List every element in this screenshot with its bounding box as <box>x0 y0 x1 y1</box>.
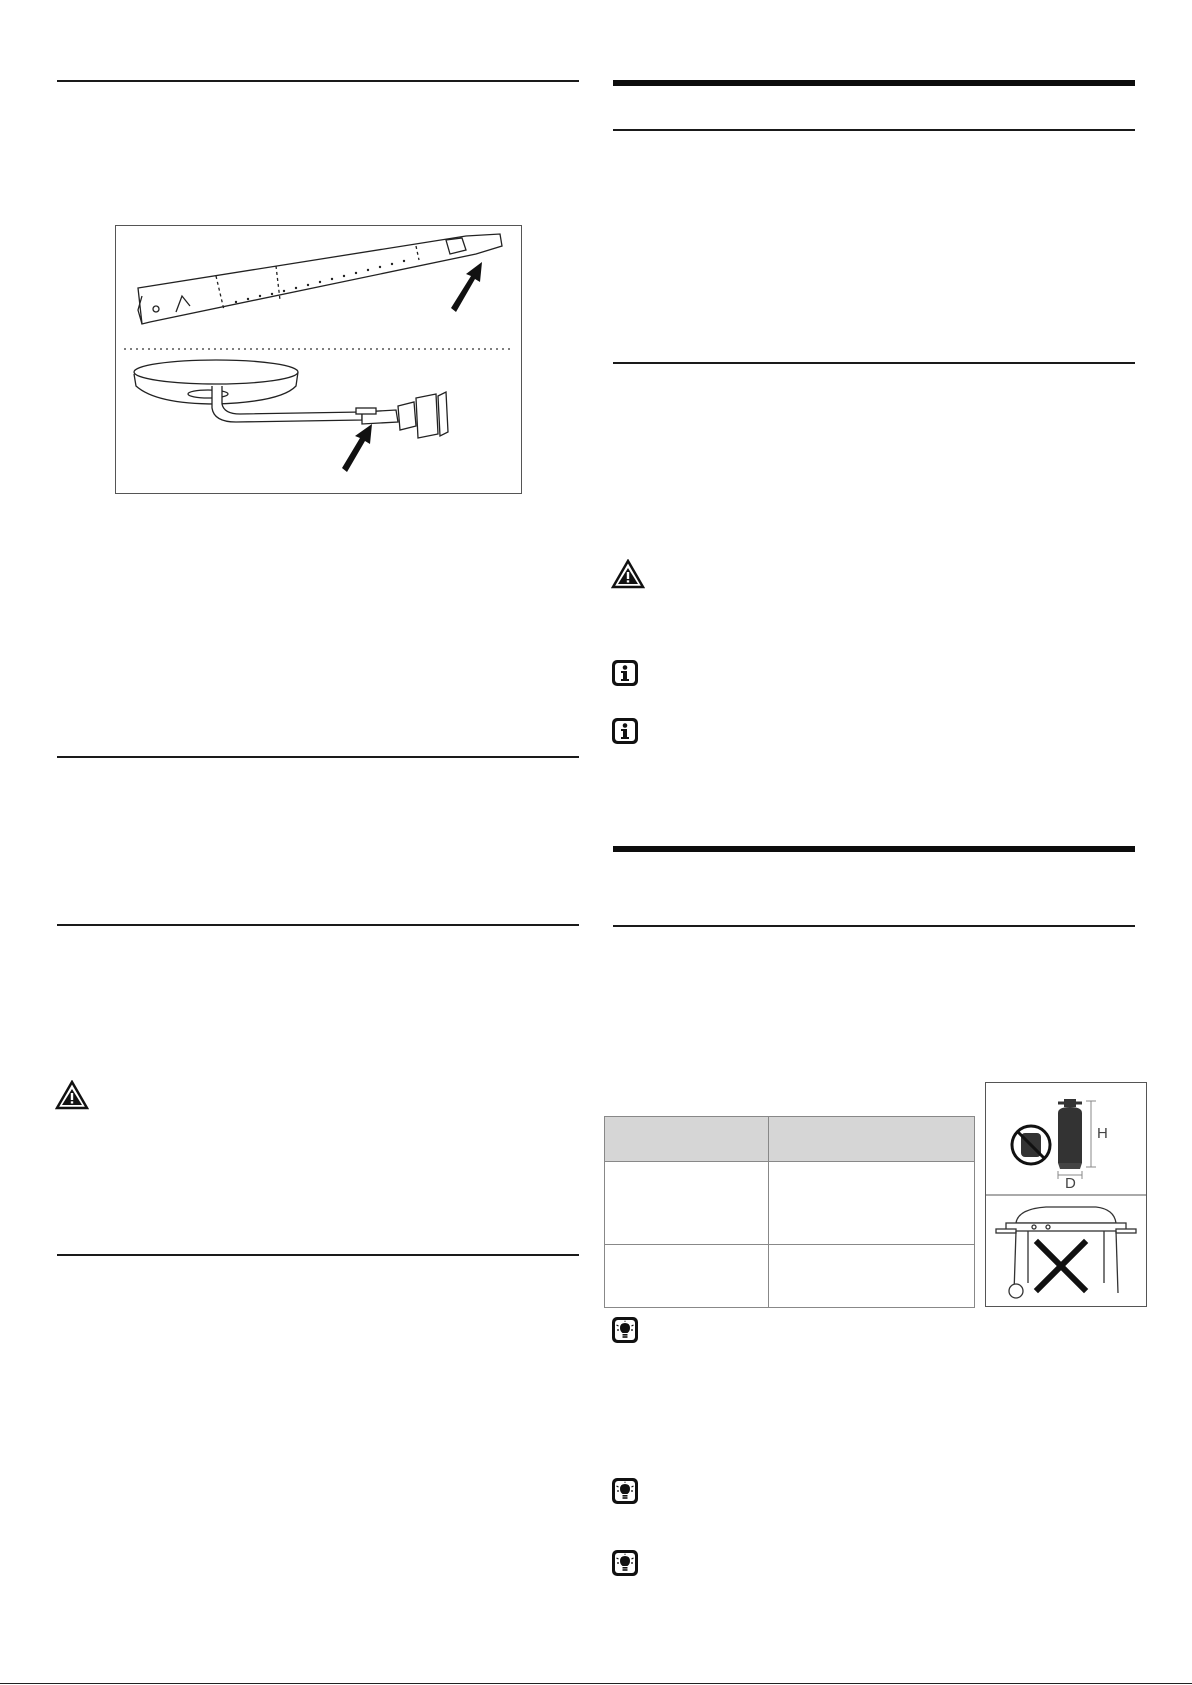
burner-figure <box>115 225 522 494</box>
chapter-rule-right-1 <box>613 80 1135 86</box>
tip-icon <box>611 1549 639 1577</box>
table-cell <box>605 1245 769 1308</box>
burner-illustration <box>116 226 521 493</box>
dimension-diameter-label: D <box>1065 1175 1076 1192</box>
gas-bottle-illustration <box>986 1083 1146 1306</box>
prohibited-bottle-sign <box>1012 1126 1050 1164</box>
info-icon <box>611 659 639 687</box>
table-cell <box>769 1245 975 1308</box>
arrow-lower <box>342 424 372 472</box>
table-header-cell <box>605 1117 769 1162</box>
section-rule-left-3 <box>57 924 579 926</box>
page-footer-line <box>0 1683 1192 1684</box>
gas-bottle <box>1058 1099 1082 1169</box>
info-icon <box>611 717 639 745</box>
arrow-upper <box>451 262 482 312</box>
chapter-rule-right-2 <box>613 846 1135 852</box>
gas-bottle-figure <box>985 1082 1147 1307</box>
section-rule-left-4 <box>57 1254 579 1256</box>
round-burner <box>134 360 448 438</box>
table-cell <box>605 1162 769 1245</box>
tube-burner <box>138 234 502 324</box>
table-cell <box>769 1162 975 1245</box>
table-row <box>605 1162 975 1245</box>
grill-cart <box>996 1207 1136 1298</box>
table-header-row <box>605 1117 975 1162</box>
tip-icon <box>611 1316 639 1344</box>
warning-icon <box>55 1080 89 1110</box>
section-rule-right-1 <box>613 129 1135 131</box>
section-rule-right-2 <box>613 362 1135 364</box>
dimension-height-label: H <box>1097 1125 1108 1142</box>
table-row <box>605 1245 975 1308</box>
prohibited-x-mark <box>1038 1243 1084 1289</box>
tip-icon <box>611 1477 639 1505</box>
table-header-cell <box>769 1117 975 1162</box>
gas-bottle-table <box>604 1116 975 1308</box>
warning-icon <box>611 559 645 589</box>
section-rule-right-3 <box>613 925 1135 927</box>
section-rule-left-2 <box>57 756 579 758</box>
section-rule-top-left <box>57 80 579 82</box>
